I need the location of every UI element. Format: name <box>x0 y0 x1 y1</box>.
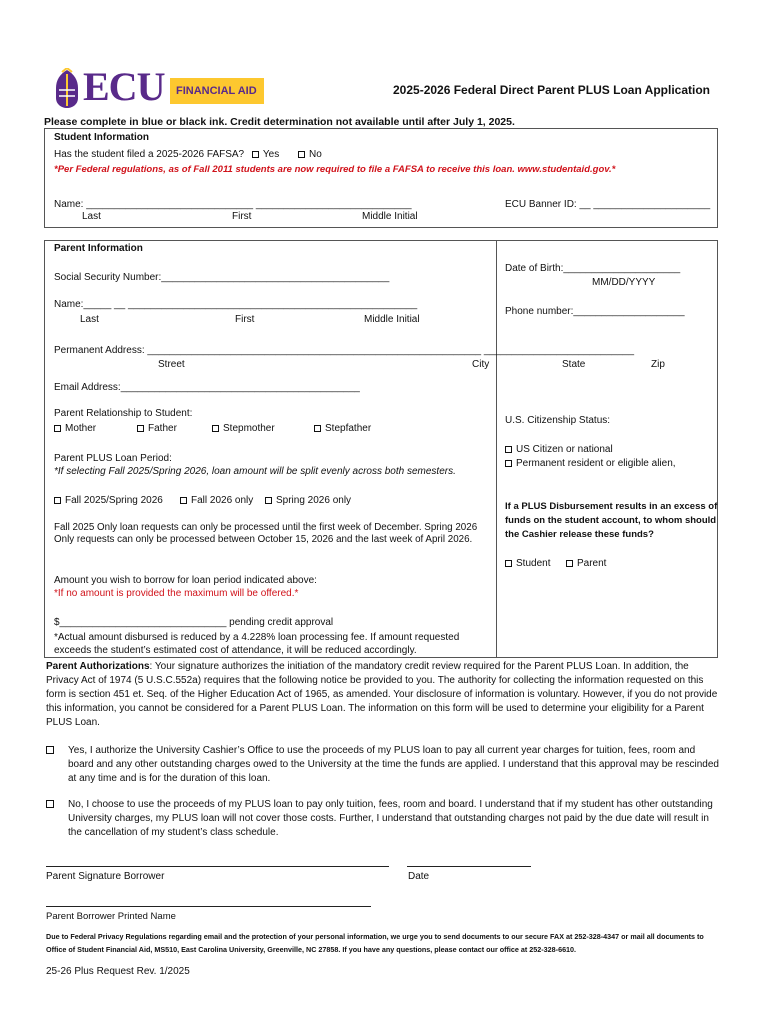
authorize-yes-text: Yes, I authorize the University Cashier’s Office to use the proceeds of my PLUS loan to pay all current year charges for tuition, fees, room and board and any other outstanding charges owed to the University at the time the funds are applied. I understand that this approval may be rescinded at any time and is for the duration of this loan. <box>68 745 719 784</box>
parent-last-label: Last <box>80 314 99 325</box>
mother-checkbox[interactable] <box>54 425 61 432</box>
spring-only-checkbox[interactable] <box>265 497 272 504</box>
spring-only-label: Spring 2026 only <box>276 495 352 506</box>
relationship-stepmother[interactable] <box>212 423 275 434</box>
fafsa-no-label: No <box>309 149 322 160</box>
fafsa-question-row <box>54 149 322 160</box>
student-middle-label: Middle Initial <box>362 211 418 222</box>
us-citizen-checkbox[interactable] <box>505 446 512 453</box>
stepmother-label: Stepmother <box>223 423 275 434</box>
relationship-father[interactable] <box>137 423 177 434</box>
ecu-logo <box>52 66 264 110</box>
father-label: Father <box>148 423 177 434</box>
fafsa-yes-checkbox[interactable] <box>252 151 259 158</box>
parent-heading: Parent Information <box>54 243 143 254</box>
fafsa-question: Has the student filed a 2025-2026 FAFSA? <box>54 149 245 160</box>
relationship-label: Parent Relationship to Student: <box>54 408 193 419</box>
student-heading: Student Information <box>54 132 149 143</box>
relationship-mother[interactable] <box>54 423 96 434</box>
period-fall-spring[interactable] <box>54 495 163 506</box>
amount-field[interactable]: $______________________________ pending credit approval <box>54 617 334 628</box>
financial-aid-badge <box>170 78 264 104</box>
period-fall-only[interactable] <box>180 495 253 506</box>
us-citizen-label: US Citizen or national <box>516 444 613 455</box>
fafsa-no-checkbox[interactable] <box>298 151 305 158</box>
badge-text: FINANCIAL AID <box>176 85 257 97</box>
fall-spring-checkbox[interactable] <box>54 497 61 504</box>
date-line[interactable] <box>407 866 531 867</box>
authorize-yes-checkbox[interactable] <box>46 746 54 754</box>
stepmother-checkbox[interactable] <box>212 425 219 432</box>
banner-id-field[interactable]: ECU Banner ID: __ _____________________ <box>505 199 711 210</box>
stepfather-checkbox[interactable] <box>314 425 321 432</box>
printed-name-line[interactable] <box>46 906 371 907</box>
amount-note: *If no amount is provided the maximum will be offered.* <box>54 588 299 599</box>
fall-only-label: Fall 2026 only <box>191 495 254 506</box>
dob-field[interactable]: Date of Birth:_____________________ <box>505 263 681 274</box>
fafsa-yes-label: Yes <box>262 149 280 160</box>
address-field[interactable]: Permanent Address: ____________________________________________________________ ___________________________ <box>54 345 635 356</box>
permanent-resident-label: Permanent resident or eligible alien, <box>516 458 676 469</box>
pirate-helmet-icon <box>52 68 82 110</box>
disburse-student-checkbox[interactable] <box>505 560 512 567</box>
student-first-label: First <box>232 211 252 222</box>
date-label: Date <box>408 871 430 882</box>
address-street-label: Street <box>158 359 185 370</box>
form-revision: 25-26 Plus Request Rev. 1/2025 <box>46 966 190 977</box>
period-spring-only[interactable] <box>265 495 351 506</box>
disbursement-column-divider <box>496 240 497 658</box>
student-name-field[interactable]: Name: ______________________________ ____________________________ <box>54 199 412 210</box>
citizenship-label: U.S. Citizenship Status: <box>505 415 611 426</box>
authorize-no-text: No, I choose to use the proceeds of my PLUS loan to pay only tuition, fees, room and board. I understand that if my student has other outstanding University charges, my PLUS loan will not cover those costs. Further, I understand that outstanding charges not paid by the due date will result in the cancellation of my student’s class schedule. <box>68 799 713 838</box>
disburse-parent-label: Parent <box>577 558 607 569</box>
authorization-heading: Parent Authorizations <box>46 661 150 672</box>
disburse-student-label: Student <box>516 558 551 569</box>
address-zip-label: Zip <box>651 359 665 370</box>
citizenship-permanent[interactable] <box>505 458 676 469</box>
amount-label: Amount you wish to borrow for loan period indicated above: <box>54 575 317 586</box>
logo-ecu-text: ECU <box>83 64 165 109</box>
citizenship-us[interactable] <box>505 444 613 455</box>
fafsa-note: *Per Federal regulations, as of Fall 2011 students are now required to file a FAFSA to receive this loan. www.studentaid.gov.* <box>54 164 616 175</box>
loan-period-label: Parent PLUS Loan Period: <box>54 453 172 464</box>
authorization-text: : Your signature authorizes the initiation of the mandatory credit review required for the Parent PLUS Loan. In addition, the Privacy Act of 1974 (5 U.S.C.552a) requires that the following notice be provided to you. The authority for collecting the information requested on this form is section 451 et. Seq. of the Higher Education Act of 1965, as amended. Your disclosure of information is voluntary. However, if you do not provide this information, you cannot be considered for a Parent PLUS Loan. The information on this form will be used to determine your eligibility for a Parent PLUS Loan. <box>46 661 718 728</box>
instructions: Please complete in blue or black ink. Credit determination not available until after July 1, 2025. <box>44 116 515 128</box>
student-last-label: Last <box>82 211 101 222</box>
signature-label: Parent Signature Borrower <box>46 871 165 882</box>
fall-only-checkbox[interactable] <box>180 497 187 504</box>
disbursement-parent[interactable] <box>566 558 606 569</box>
parent-first-label: First <box>235 314 255 325</box>
page-title: 2025-2026 Federal Direct Parent PLUS Loan Application <box>393 83 710 97</box>
permanent-resident-checkbox[interactable] <box>505 460 512 467</box>
authorization-paragraph <box>46 660 718 730</box>
father-checkbox[interactable] <box>137 425 144 432</box>
authorize-no-checkbox[interactable] <box>46 800 54 808</box>
email-field[interactable]: Email Address:___________________________________________ <box>54 382 360 393</box>
stepfather-label: Stepfather <box>325 423 372 434</box>
parent-middle-label: Middle Initial <box>364 314 420 325</box>
signature-line[interactable] <box>46 866 389 867</box>
parent-name-field[interactable]: Name:_____ __ ____________________________________________________ <box>54 299 418 310</box>
period-processing-note: Fall 2025 Only loan requests can only be processed until the first week of December. Spring 2026 Only requests can only be processed between October 15, 2026 and the last week of April 2026. <box>54 522 478 545</box>
dob-format: MM/DD/YYYY <box>592 277 656 288</box>
printed-name-label: Parent Borrower Printed Name <box>46 911 176 922</box>
address-city-label: City <box>472 359 490 370</box>
address-state-label: State <box>562 359 586 370</box>
fall-spring-label: Fall 2025/Spring 2026 <box>65 495 163 506</box>
fee-note: *Actual amount disbursed is reduced by a 4.228% loan processing fee. If amount requested exceeds the student’s estimated cost of attendance, it will be reduced accordingly. <box>54 632 460 656</box>
phone-field[interactable]: Phone number:____________________ <box>505 306 685 317</box>
loan-period-note: *If selecting Fall 2025/Spring 2026, loan amount will be split evenly across both semesters. <box>54 466 456 477</box>
ssn-field[interactable]: Social Security Number:_________________________________________ <box>54 272 390 283</box>
disbursement-student[interactable] <box>505 558 550 569</box>
disbursement-question: If a PLUS Disbursement results in an excess of funds on the student account, to whom should the Cashier release these funds? <box>505 501 718 540</box>
privacy-note: Due to Federal Privacy Regulations regarding email and the protection of your personal information, we urge you to send documents to our secure FAX at 252-328-4347 or mail all documents to Office of Student Financial Aid, MS510, East Carolina University, Greenville, NC 27858. If you have any questions, please contact our office at 252-328-6610. <box>46 932 704 954</box>
disburse-parent-checkbox[interactable] <box>566 560 573 567</box>
relationship-stepfather[interactable] <box>314 423 371 434</box>
mother-label: Mother <box>65 423 97 434</box>
